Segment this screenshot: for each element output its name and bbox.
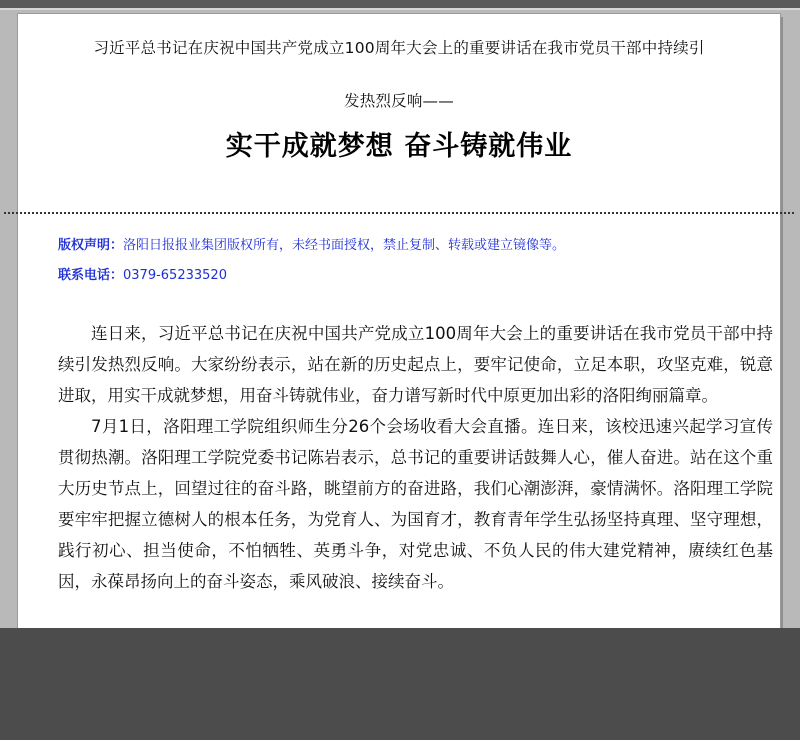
article-paragraph: 连日来，习近平总书记在庆祝中国共产党成立100周年大会上的重要讲话在我市党员干部中持续引发热烈反响。大家纷纷表示，站在新的历史起点上，要牢记使命，立足本职，攻坚克难，锐意进取，用实干成就梦想，用奋斗铸就伟业，奋力谱写新时代中原更加出彩的洛阳绚丽篇章。 <box>58 324 773 405</box>
copyright-notice <box>58 234 565 253</box>
lead-title-line-2: 发热烈反响—— <box>344 92 454 110</box>
phone-value: 0379-65233520 <box>123 268 227 283</box>
top-rule <box>0 0 800 10</box>
article-page <box>18 14 780 654</box>
article-paragraph: 7月1日，洛阳理工学院组织师生分26个会场收看大会直播。连日来，该校迅速兴起学习宣传贯彻热潮。洛阳理工学院党委书记陈岩表示，总书记的重要讲话鼓舞人心，催人奋进。站在这个重大历史节点上，回望过往的奋斗路，眺望前方的奋进路，我们心潮澎湃，豪情满怀。洛阳理工学院要牢牢把握立德树人的根本任务，为党育人、为国育才，教育青年学生弘扬坚持真理、坚守理想，践行初心、担当使命，不怕牺牲、英勇斗争，对党忠诚、不负人民的伟大建党精神，赓续红色基因，永葆昂扬向上的奋斗姿态，乘风破浪、接续奋斗。 <box>58 417 773 591</box>
headline-block <box>18 14 780 204</box>
lead-title-line-1: 习近平总书记在庆祝中国共产党成立100周年大会上的重要讲话在我市党员干部中持续引 <box>93 39 705 57</box>
bottom-band <box>0 628 800 740</box>
contact-phone <box>58 264 227 283</box>
main-headline: 实干成就梦想 奋斗铸就伟业 <box>225 131 573 162</box>
phone-label: 联系电话： <box>58 268 124 283</box>
copyright-label: 版权声明： <box>58 238 124 253</box>
article-body <box>58 318 773 597</box>
copyright-text: 洛阳日报报业集团版权所有，未经书面授权，禁止复制、转载或建立镜像等。 <box>123 238 566 253</box>
dotted-divider <box>4 212 794 214</box>
